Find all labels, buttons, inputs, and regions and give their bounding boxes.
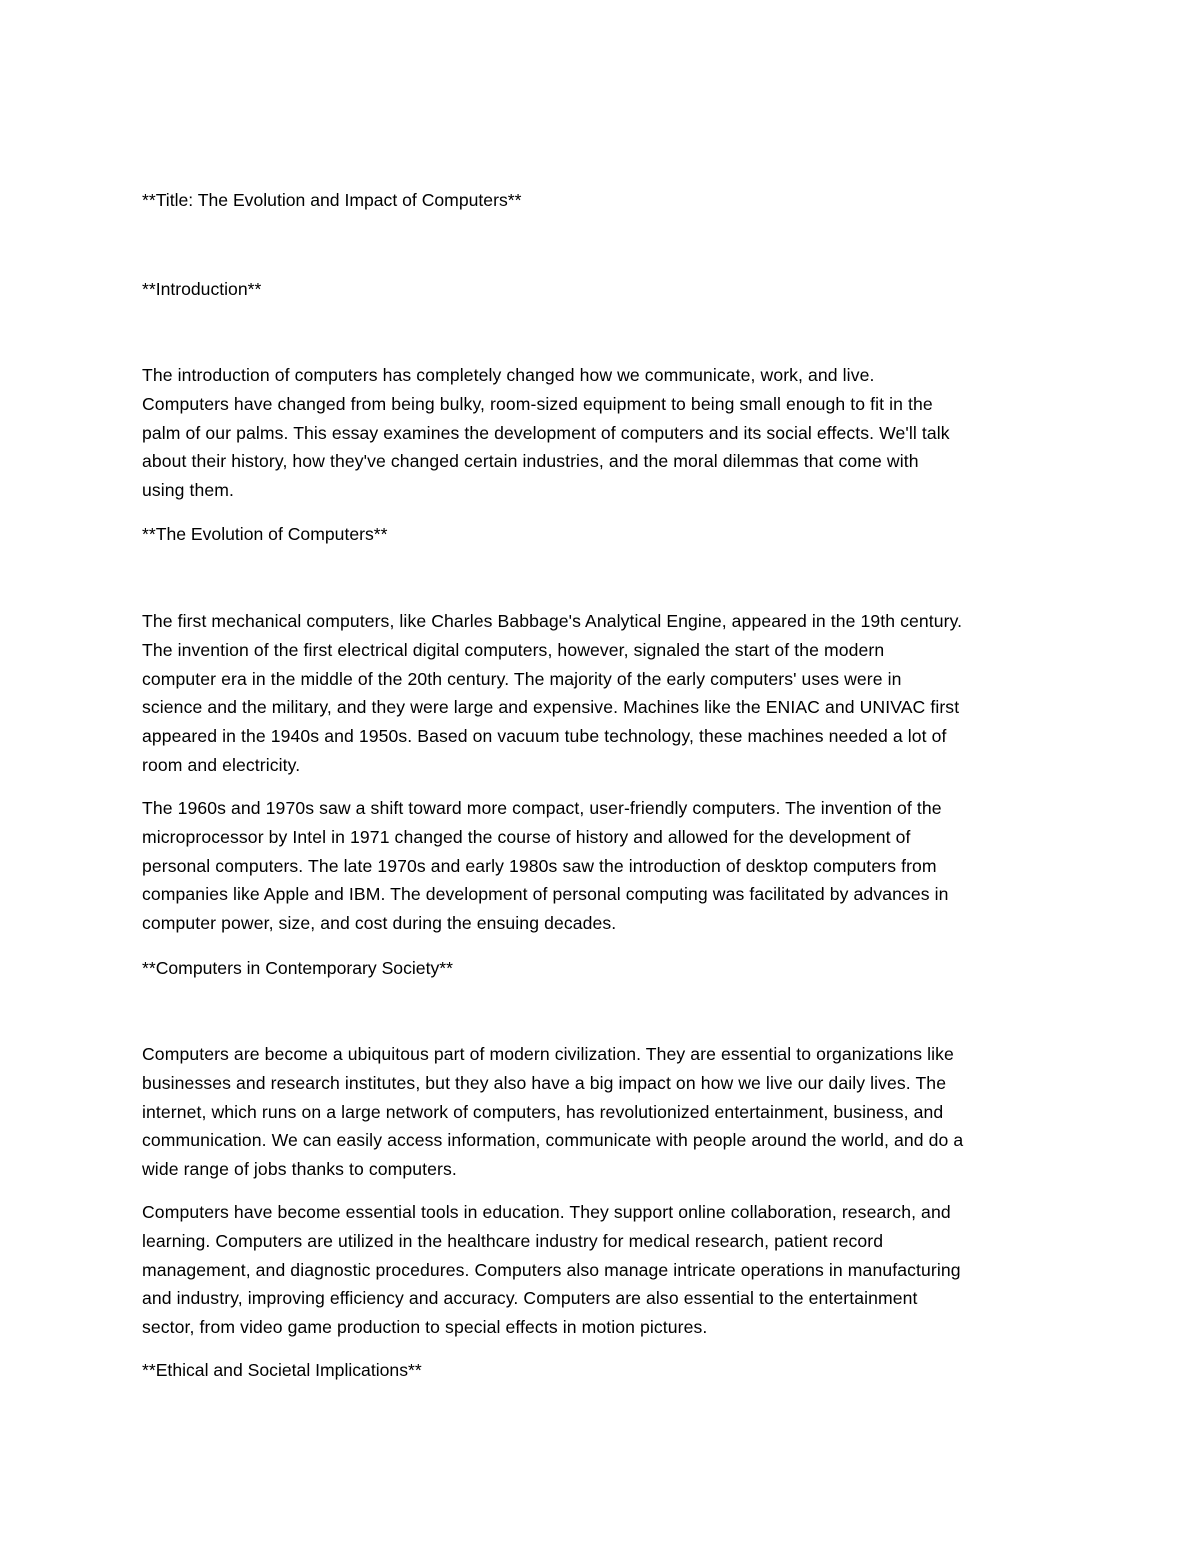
text-line: The invention of the first electrical digital computers, however, signaled the start of the modern <box>142 639 885 660</box>
text-line: companies like Apple and IBM. The development of personal computing was facilitated by advances in <box>142 884 949 905</box>
text-line: learning. Computers are utilized in the healthcare industry for medical research, patient record <box>142 1230 884 1251</box>
text-line: palm of our palms. This essay examines the development of computers and its social effects. We'll talk <box>142 422 950 443</box>
section-heading-evolution: **The Evolution of Computers** <box>142 524 388 544</box>
text-line: wide range of jobs thanks to computers. <box>142 1159 457 1180</box>
paragraph-evolution-2 <box>142 794 1062 938</box>
text-line: computer era in the middle of the 20th century. The majority of the early computers' uses were in <box>142 668 902 689</box>
text-line: microprocessor by Intel in 1971 changed the course of history and allowed for the development of <box>142 826 911 847</box>
text-line: about their history, how they've changed certain industries, and the moral dilemmas that come with <box>142 451 919 472</box>
paragraph-introduction <box>142 361 1062 505</box>
section-heading-contemporary-society: **Computers in Contemporary Society** <box>142 958 453 978</box>
text-line: businesses and research institutes, but they also have a big impact on how we live our daily lives. The <box>142 1072 947 1093</box>
text-line: Computers are become a ubiquitous part of modern civilization. They are essential to organizations like <box>142 1044 954 1064</box>
document-title: **Title: The Evolution and Impact of Computers** <box>142 190 522 210</box>
text-line: appeared in the 1940s and 1950s. Based on vacuum tube technology, these machines needed a lot of <box>142 726 947 747</box>
text-line: management, and diagnostic procedures. Computers also manage intricate operations in manufacturing <box>142 1259 961 1280</box>
text-line: computer power, size, and cost during the ensuing decades. <box>142 913 617 934</box>
paragraph-evolution-1 <box>142 607 1062 780</box>
paragraph-contemporary-1 <box>142 1040 1062 1184</box>
text-line: sector, from video game production to special effects in motion pictures. <box>142 1317 708 1338</box>
text-line: using them. <box>142 480 235 501</box>
text-line: and industry, improving efficiency and accuracy. Computers are also essential to the entertainment <box>142 1288 918 1309</box>
text-line: The first mechanical computers, like Charles Babbage's Analytical Engine, appeared in the 19th century. <box>142 611 963 631</box>
text-line: room and electricity. <box>142 754 301 775</box>
text-line: communication. We can easily access information, communicate with people around the world, and do a <box>142 1130 964 1151</box>
text-line: Computers have become essential tools in education. They support online collaboration, research, and <box>142 1202 951 1222</box>
text-line: The 1960s and 1970s saw a shift toward more compact, user-friendly computers. The invention of the <box>142 798 942 818</box>
text-line: Computers have changed from being bulky, room-sized equipment to being small enough to fit in the <box>142 393 933 414</box>
paragraph-contemporary-2 <box>142 1198 1062 1342</box>
text-line: science and the military, and they were large and expensive. Machines like the ENIAC and UNIVAC first <box>142 697 960 718</box>
section-heading-ethical: **Ethical and Societal Implications** <box>142 1360 422 1380</box>
section-heading-introduction: **Introduction** <box>142 279 262 299</box>
text-line: personal computers. The late 1970s and early 1980s saw the introduction of desktop computers from <box>142 855 937 876</box>
text-line: The introduction of computers has completely changed how we communicate, work, and live. <box>142 365 875 385</box>
text-line: internet, which runs on a large network of computers, has revolutionized entertainment, business, and <box>142 1101 944 1122</box>
